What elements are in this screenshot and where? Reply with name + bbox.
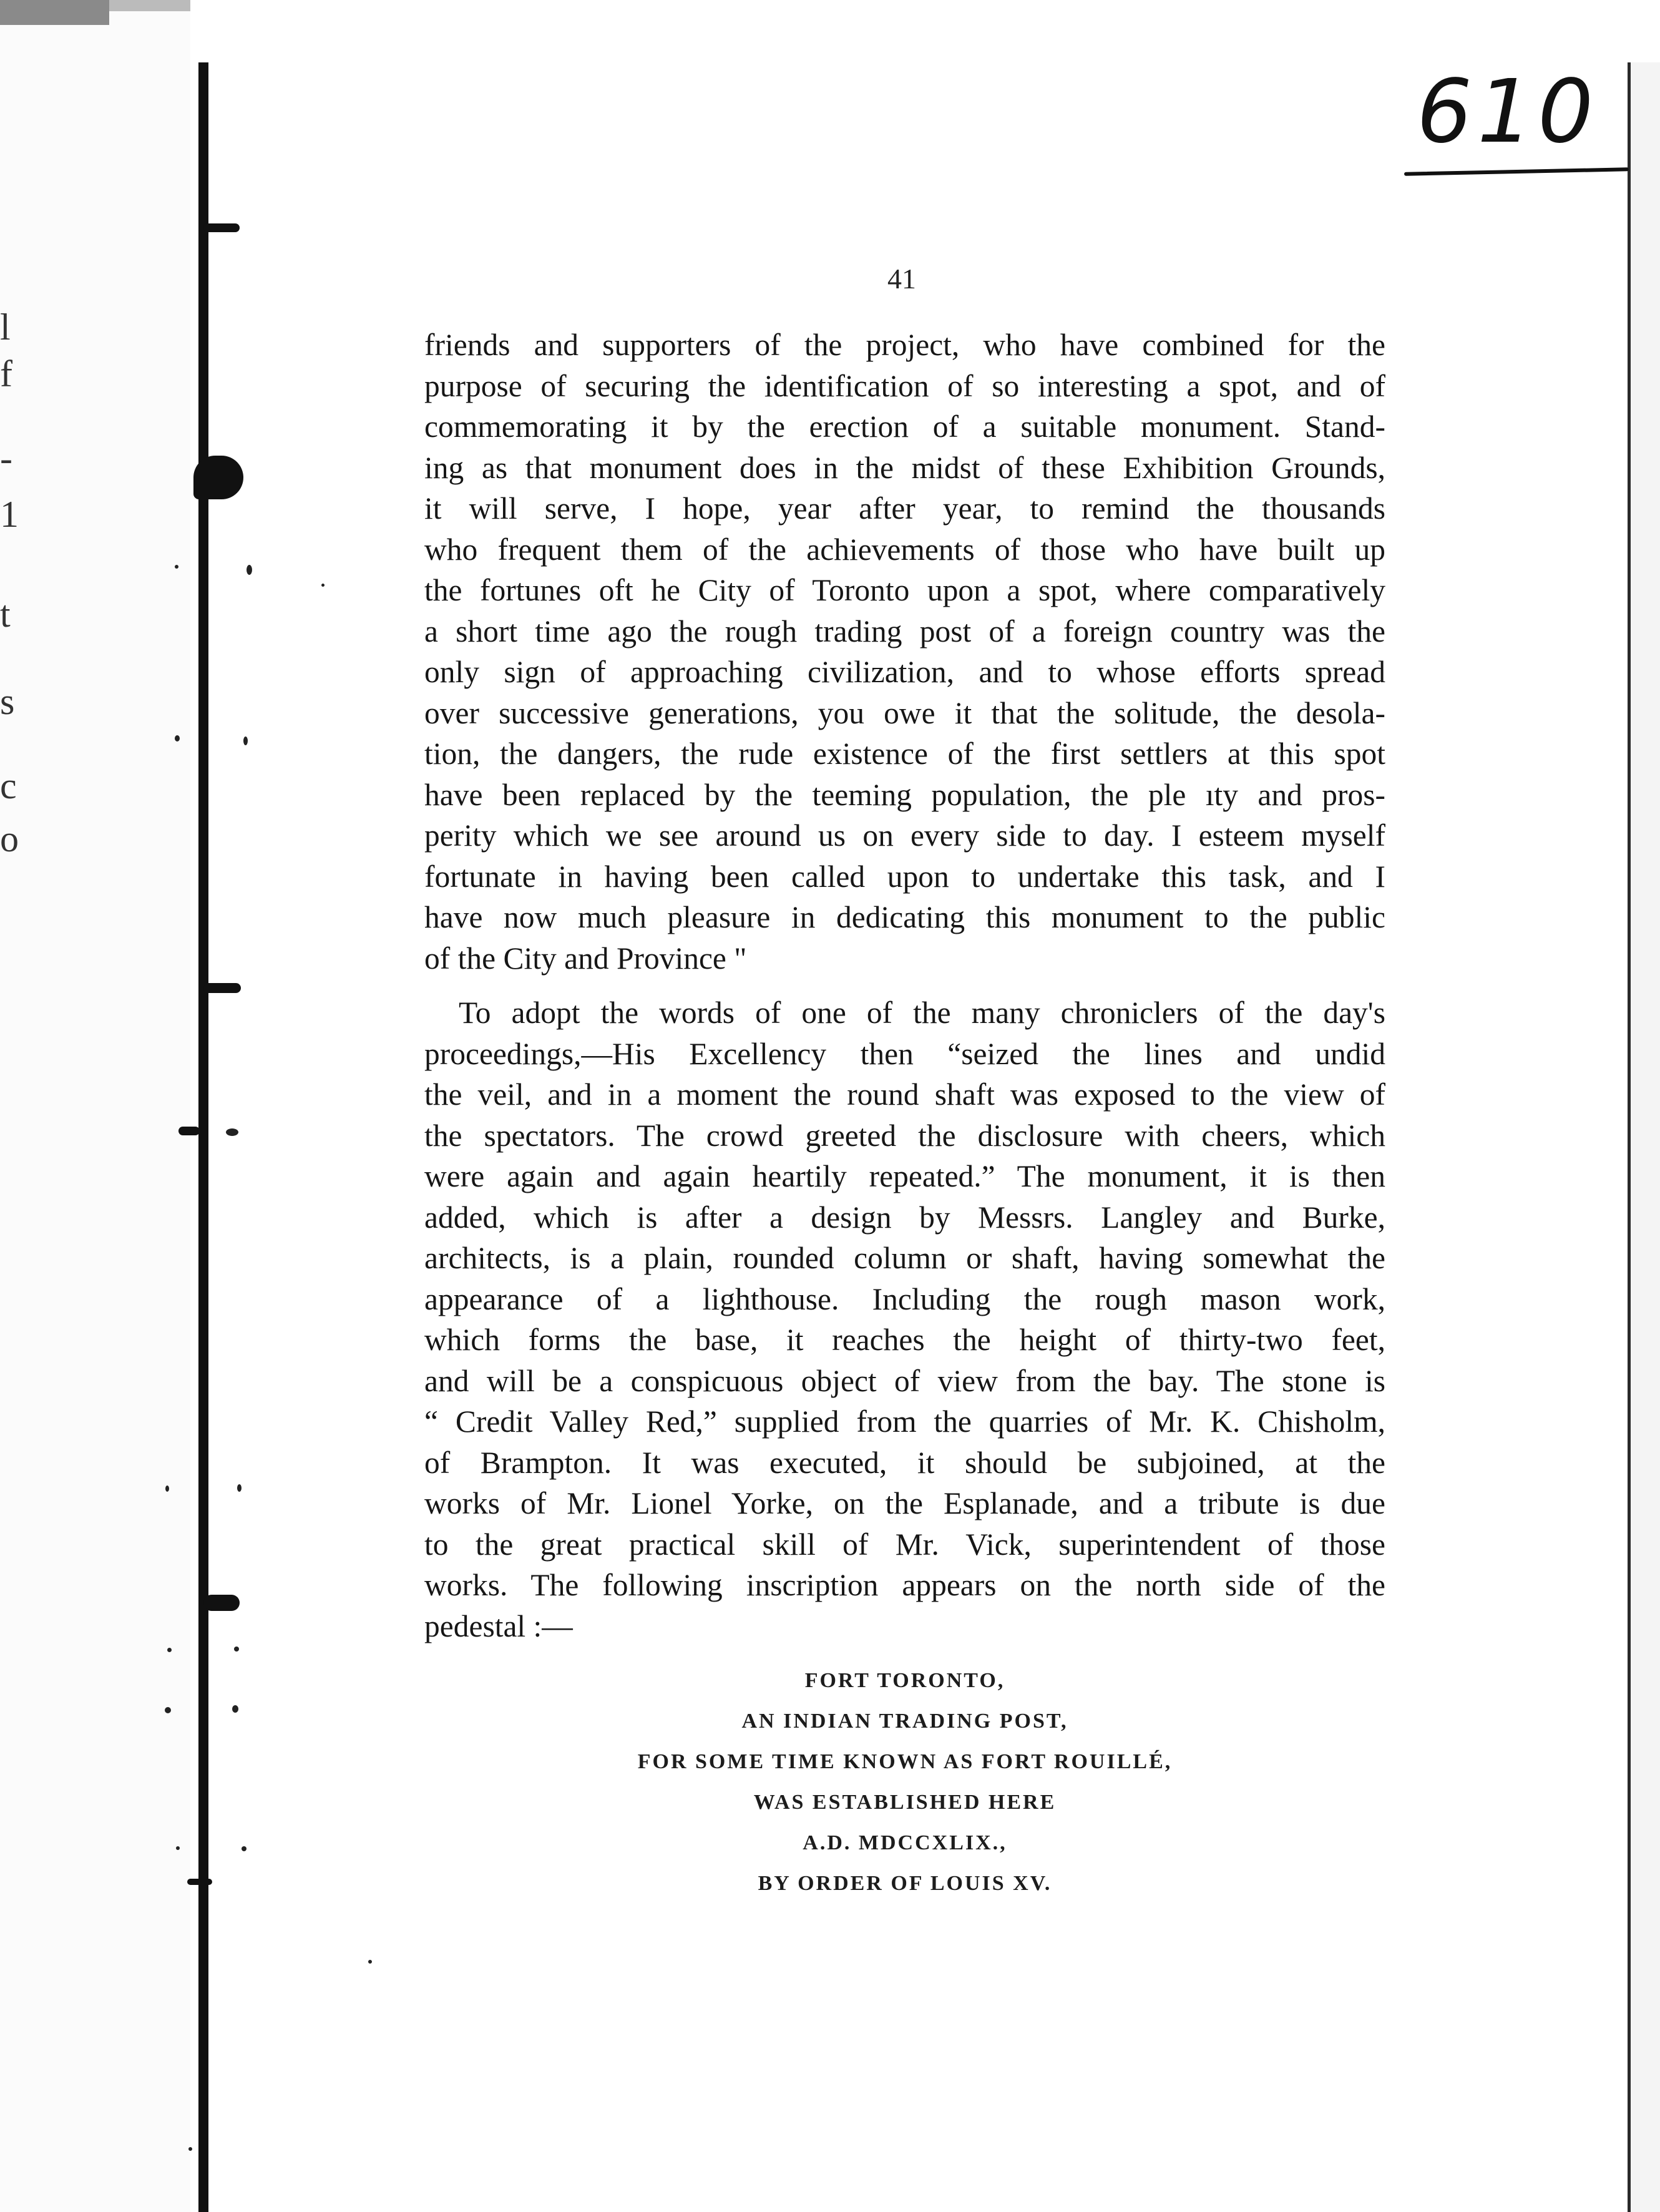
margin-fragment: f: [0, 353, 12, 394]
text-line: fortunate in having been called upon to undertake this task, and I: [424, 859, 1385, 894]
monument-inscription: [424, 1660, 1385, 1904]
binding-mark: [203, 223, 240, 232]
text-line: pedestal :—: [424, 1608, 573, 1643]
text-line: have been replaced by the teeming population, the ple ıty and pros-: [424, 777, 1385, 812]
margin-fragment: t: [0, 594, 11, 635]
scan-shadow: [0, 0, 109, 25]
binding-mark: [203, 983, 241, 993]
text-line: were again and again heartily repeated.” The monument, it is then: [424, 1159, 1385, 1193]
page-number: 41: [887, 263, 916, 295]
text-line: the fortunes oft he City of Toronto upon a spot, where comparatively: [424, 573, 1385, 607]
text-line: to the great practical skill of Mr. Vick, superintendent of those: [424, 1527, 1385, 1562]
paragraph-1: [424, 325, 1385, 979]
text-line: of Brampton. It was executed, it should be subjoined, at the: [424, 1445, 1385, 1480]
inscription-line: FORT TORONTO,: [804, 1669, 1005, 1692]
handwritten-folio-number: 610: [1417, 61, 1599, 163]
inscription-line: A.D. MDCCXLIX.,: [803, 1831, 1007, 1854]
text-line: purpose of securing the identification of so interesting a spot, and of: [424, 368, 1385, 403]
text-line: over successive generations, you owe it that the solitude, the desola-: [424, 695, 1385, 730]
binding-mark: [203, 1595, 240, 1611]
binding-mark: [193, 456, 243, 499]
text-line: only sign of approaching civilization, and to whose efforts spread: [424, 655, 1385, 689]
margin-fragment: c: [0, 765, 17, 806]
text-line: works. The following inscription appears on the north side of the: [424, 1568, 1385, 1602]
text-line: a short time ago the rough trading post of a foreign country was the: [424, 614, 1385, 648]
scan-speck: [242, 1846, 247, 1851]
text-line: it will serve, I hope, year after year, to remind the thousands: [424, 491, 1385, 526]
inscription-line: FOR SOME TIME KNOWN AS FORT ROUILLÉ,: [637, 1750, 1173, 1773]
scan-speck: [237, 1484, 242, 1492]
inscription-line: WAS ESTABLISHED HERE: [753, 1791, 1057, 1814]
scan-speck: [188, 2147, 192, 2151]
text-line: which forms the base, it reaches the height of thirty-two feet,: [424, 1323, 1385, 1357]
scan-speck: [167, 1648, 172, 1652]
margin-fragment: 1: [0, 494, 19, 535]
text-line: have now much pleasure in dedicating this monument to the public: [424, 900, 1385, 934]
text-line: friends and supporters of the project, who have combined for the: [424, 328, 1385, 362]
text-line: added, which is after a design by Messrs. Langley and Burke,: [424, 1200, 1385, 1235]
text-line: proceedings,—His Excellency then “seized the lines and undid: [424, 1036, 1385, 1071]
margin-fragment: -: [0, 438, 12, 479]
scan-speck: [175, 735, 180, 741]
scan-speck: [165, 1485, 169, 1492]
text-line: “ Credit Valley Red,” supplied from the quarries of Mr. K. Chisholm,: [424, 1404, 1385, 1439]
binding-mark: [187, 1879, 212, 1885]
scan-speck: [232, 1705, 238, 1713]
scan-speck: [368, 1960, 372, 1964]
scan-background: [1631, 62, 1660, 2212]
text-line: of the City and Province ": [424, 941, 747, 976]
text-line: the veil, and in a moment the round shaft was exposed to the view of: [424, 1077, 1385, 1112]
text-line: ing as that monument does in the midst of these Exhibition Grounds,: [424, 450, 1385, 485]
scan-speck: [226, 1128, 238, 1136]
body-text: [424, 325, 1385, 1647]
inscription-line: BY ORDER OF LOUIS XV.: [758, 1872, 1052, 1895]
scan-speck: [175, 565, 178, 569]
text-line: tion, the dangers, the rude existence of the first settlers at this spot: [424, 737, 1385, 771]
text-line: and will be a conspicuous object of view from the bay. The stone is: [424, 1363, 1385, 1398]
text-line: appearance of a lighthouse. Including the rough mason work,: [424, 1281, 1385, 1316]
text-line: perity which we see around us on every side to day. I esteem myself: [424, 818, 1385, 853]
paragraph-2: [424, 992, 1385, 1647]
scan-speck: [234, 1647, 239, 1652]
margin-fragment: l: [0, 306, 11, 348]
scan-speck: [243, 737, 248, 745]
margin-fragment: s: [0, 681, 15, 722]
text-line: commemorating it by the erection of a suitable monument. Stand-: [424, 409, 1385, 444]
scan-shadow: [109, 0, 190, 11]
scan-speck: [321, 584, 325, 587]
binding-mark: [178, 1127, 200, 1135]
scan-speck: [247, 565, 252, 575]
scan-speck: [176, 1846, 180, 1850]
text-line: architects, is a plain, rounded column or shaft, having somewhat the: [424, 1241, 1385, 1275]
facing-page-edge: [0, 0, 190, 2212]
text-line: works of Mr. Lionel Yorke, on the Esplanade, and a tribute is due: [424, 1486, 1385, 1520]
book-spine: [198, 62, 208, 2212]
scan-speck: [165, 1707, 171, 1713]
text-line: the spectators. The crowd greeted the disclosure with cheers, which: [424, 1118, 1385, 1153]
handwritten-underline: [1404, 167, 1629, 176]
text-line: who frequent them of the achievements of those who have built up: [424, 532, 1385, 567]
margin-fragment: o: [0, 818, 19, 859]
text-line: To adopt the words of one of the many chroniclers of the day's: [459, 996, 1385, 1030]
inscription-line: AN INDIAN TRADING POST,: [741, 1710, 1068, 1733]
